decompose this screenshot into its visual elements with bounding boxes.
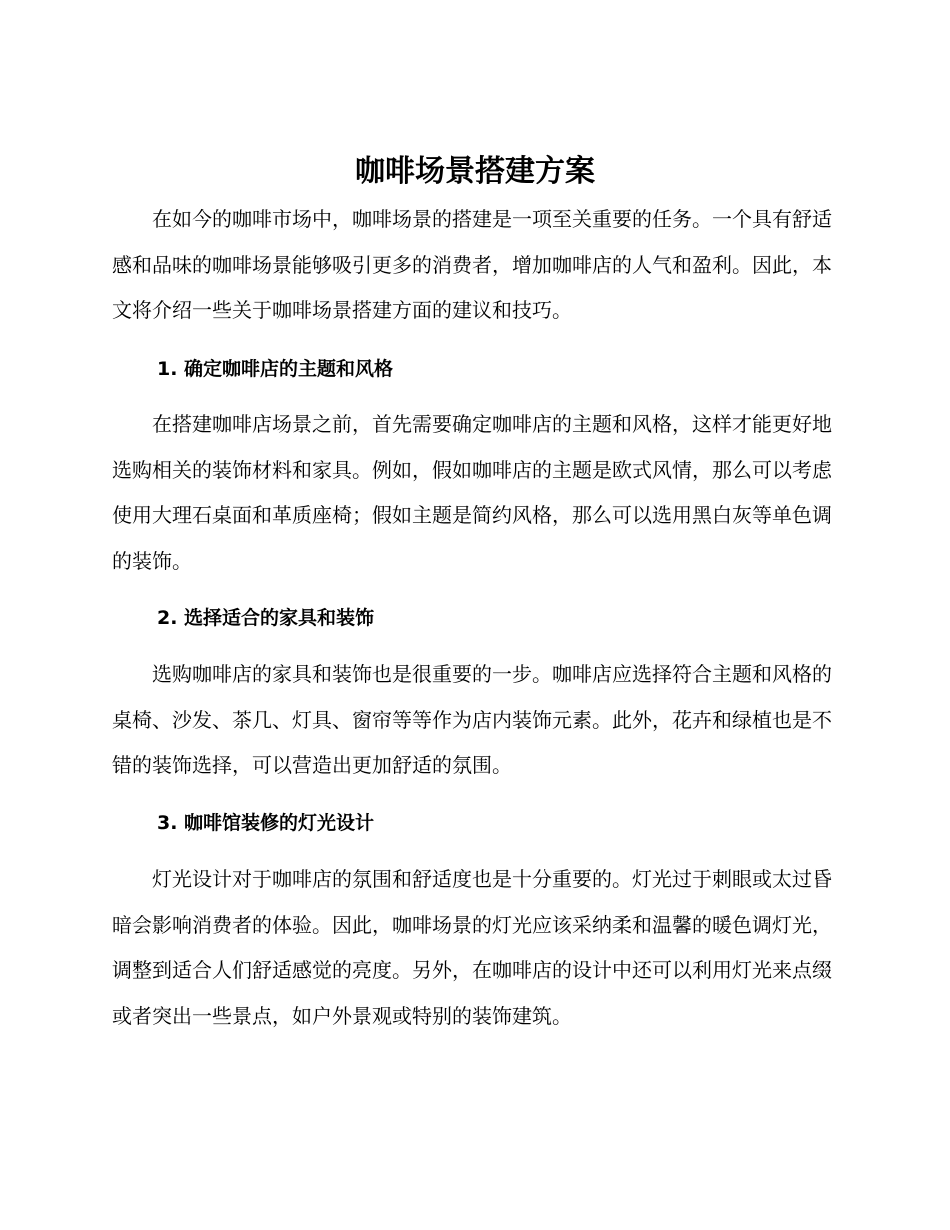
section-body-theme-style: 在搭建咖啡店场景之前，首先需要确定咖啡店的主题和风格，这样才能更好地选购相关的装饰材料和家具。例如，假如咖啡店的主题是欧式风情，那么可以考虑使用大理石桌面和革质座椅；假如主题是简约风格，那么可以选用黑白灰等单色调的装饰。 [112,412,832,573]
intro-paragraph: 在如今的咖啡市场中，咖啡场景的搭建是一项至关重要的任务。一个具有舒适感和品味的咖啡场景能够吸引更多的消费者，增加咖啡店的人气和盈利。因此，本文将介绍一些关于咖啡场景搭建方面的建议和技巧。 [112,207,832,322]
section-heading-lighting-design: 3. 咖啡馆装修的灯光设计 [157,812,375,834]
section-heading-furniture-decor: 2. 选择适合的家具和装饰 [157,607,375,629]
section-body-furniture-decor: 选购咖啡店的家具和装饰也是很重要的一步。咖啡店应选择符合主题和风格的桌椅、沙发、茶几、灯具、窗帘等等作为店内装饰元素。此外，花卉和绿植也是不错的装饰选择，可以营造出更加舒适的氛围。 [112,662,832,777]
section-body-lighting-design: 灯光设计对于咖啡店的氛围和舒适度也是十分重要的。灯光过于刺眼或太过昏暗会影响消费者的体验。因此，咖啡场景的灯光应该采纳柔和温馨的暖色调灯光，调整到适合人们舒适感觉的亮度。另外，在咖啡店的设计中还可以利用灯光来点缀或者突出一些景点，如户外景观或特别的装饰建筑。 [112,867,832,1028]
document-title: 咖啡场景搭建方案 [355,154,595,189]
section-heading-theme-style: 1. 确定咖啡店的主题和风格 [157,358,394,380]
